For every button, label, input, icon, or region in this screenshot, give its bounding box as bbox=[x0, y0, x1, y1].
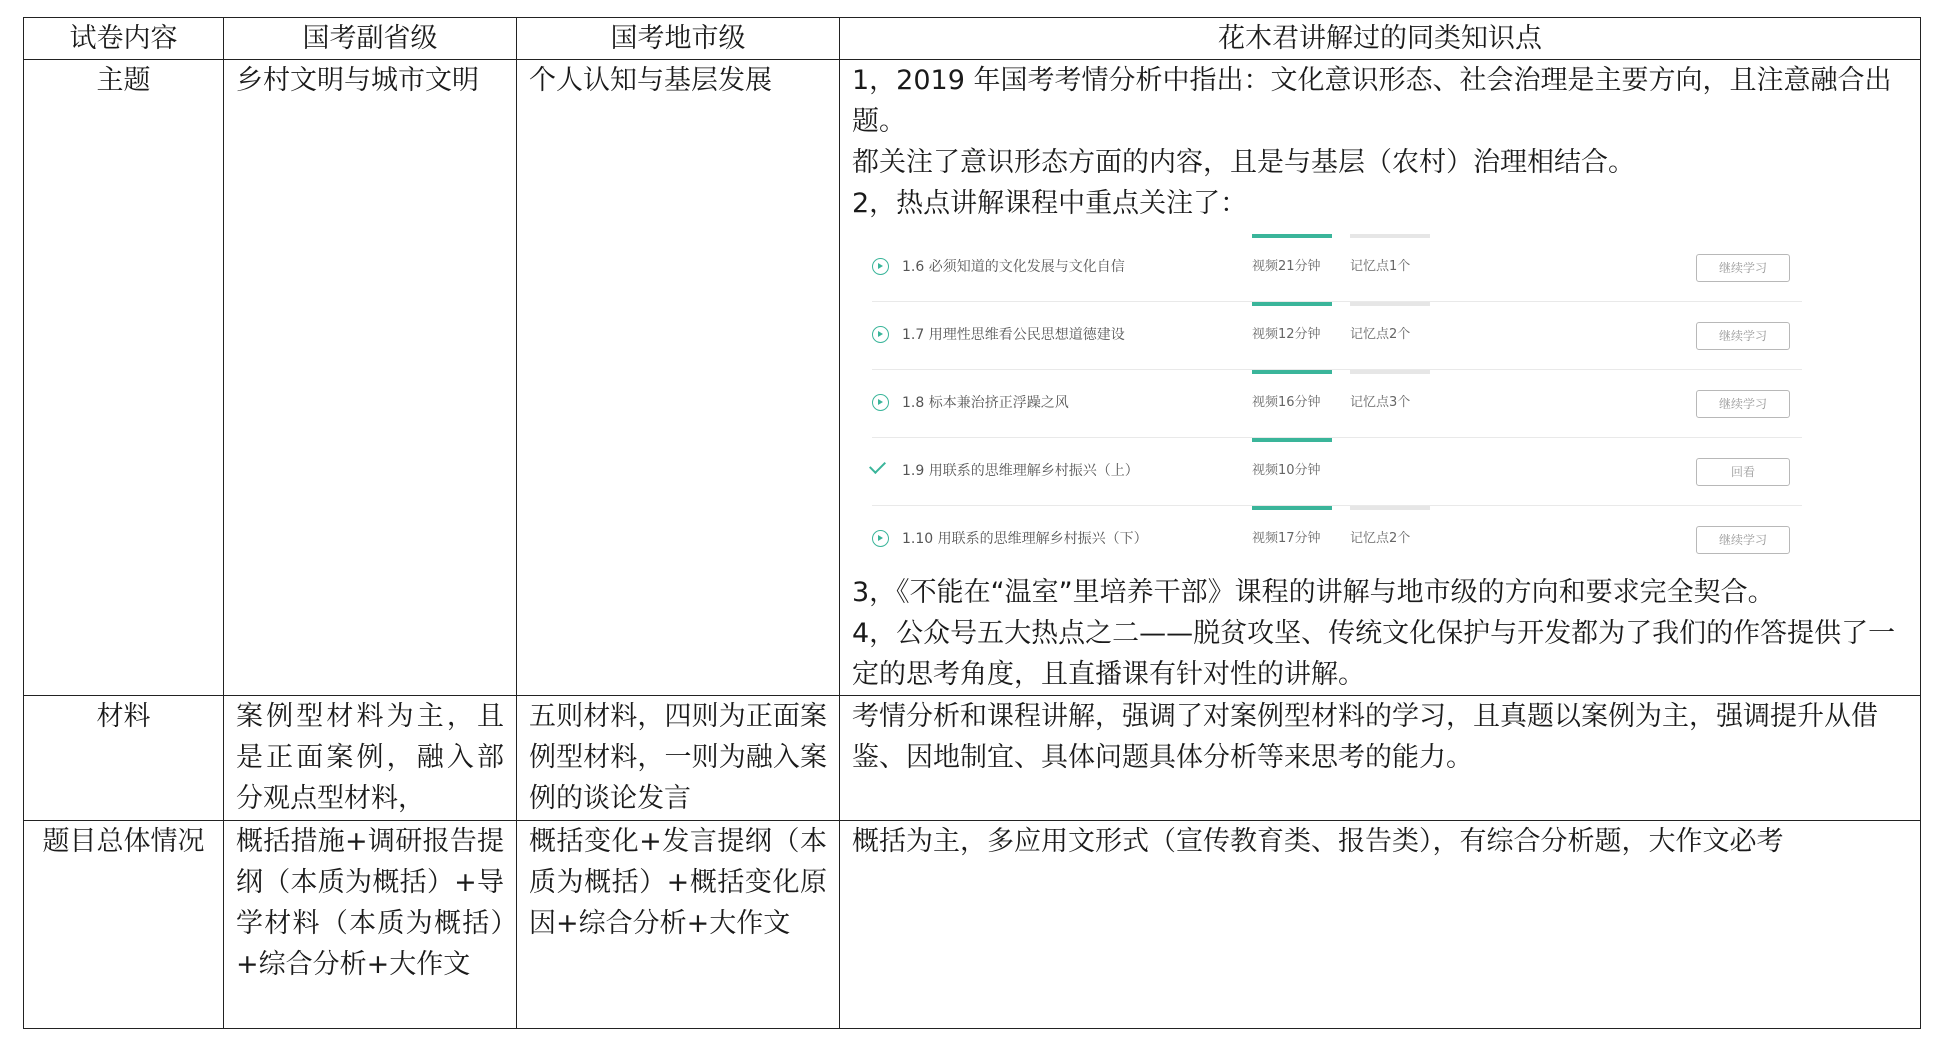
video-progress-bar bbox=[1252, 302, 1332, 306]
knowledge-point-1: 1，2019 年国考考情分析中指出：文化意识形态、社会治理是主要方向，且注意融合出题。 bbox=[852, 65, 1892, 137]
theme-row bbox=[24, 60, 1921, 696]
play-circle-icon bbox=[872, 394, 889, 411]
theme-label: 主题 bbox=[24, 60, 224, 696]
comparison-table bbox=[23, 17, 1921, 1029]
course-item[interactable] bbox=[872, 370, 1802, 438]
overall-label: 题目总体情况 bbox=[24, 821, 224, 1029]
continue-learning-button[interactable]: 继续学习 bbox=[1696, 254, 1790, 282]
video-progress-bar bbox=[1252, 506, 1332, 510]
overall-municipal: 概括变化+发言提纲（本质为概括）+概括变化原因+综合分析+大作文 bbox=[517, 821, 840, 1029]
material-municipal: 五则材料，四则为正面案例型材料，一则为融入案例的谈论发言 bbox=[517, 696, 840, 821]
play-circle-icon bbox=[872, 258, 889, 275]
continue-learning-button[interactable]: 继续学习 bbox=[1696, 390, 1790, 418]
material-provincial: 案例型材料为主，且是正面案例，融入部分观点型材料， bbox=[224, 696, 517, 821]
memory-points-text: 记忆点2个 bbox=[1350, 327, 1411, 342]
course-title[interactable]: 1.7 用理性思维看公民思想道德建设 bbox=[902, 327, 1125, 343]
theme-knowledge bbox=[840, 60, 1921, 696]
video-duration bbox=[1252, 302, 1332, 369]
memory-points bbox=[1350, 234, 1430, 301]
header-provincial: 国考副省级 bbox=[224, 18, 517, 60]
header-municipal: 国考地市级 bbox=[517, 18, 840, 60]
header-exam-content: 试卷内容 bbox=[24, 18, 224, 60]
knowledge-point-2: 2，热点讲解课程中重点关注了： bbox=[852, 188, 1248, 219]
course-item[interactable] bbox=[872, 234, 1802, 302]
video-duration-text: 视频17分钟 bbox=[1252, 531, 1321, 546]
course-title[interactable]: 1.6 必须知道的文化发展与文化自信 bbox=[902, 259, 1125, 275]
video-duration-text: 视频21分钟 bbox=[1252, 259, 1321, 274]
course-item[interactable] bbox=[872, 506, 1802, 573]
theme-provincial: 乡村文明与城市文明 bbox=[224, 60, 517, 696]
review-button[interactable]: 回看 bbox=[1696, 458, 1790, 486]
material-label: 材料 bbox=[24, 696, 224, 821]
course-item[interactable] bbox=[872, 438, 1802, 506]
memory-points-text: 记忆点2个 bbox=[1350, 531, 1411, 546]
overall-knowledge: 概括为主，多应用文形式（宣传教育类、报告类），有综合分析题，大作文必考 bbox=[840, 821, 1921, 1029]
memory-points-text: 记忆点3个 bbox=[1350, 395, 1411, 410]
video-progress-bar bbox=[1252, 234, 1332, 238]
video-progress-bar bbox=[1252, 370, 1332, 374]
overall-row bbox=[24, 821, 1921, 1029]
course-title[interactable]: 1.8 标本兼治挤正浮躁之风 bbox=[902, 395, 1069, 411]
course-title[interactable]: 1.9 用联系的思维理解乡村振兴（上） bbox=[902, 463, 1139, 479]
knowledge-point-3: 3，《不能在“温室”里培养干部》课程的讲解与地市级的方向和要求完全契合。 bbox=[852, 577, 1775, 608]
video-duration-text: 视频16分钟 bbox=[1252, 395, 1321, 410]
video-duration bbox=[1252, 438, 1332, 505]
theme-municipal: 个人认知与基层发展 bbox=[517, 60, 840, 696]
course-title[interactable]: 1.10 用联系的思维理解乡村振兴（下） bbox=[902, 531, 1148, 547]
memory-points bbox=[1350, 370, 1430, 437]
continue-learning-button[interactable]: 继续学习 bbox=[1696, 526, 1790, 554]
material-knowledge: 考情分析和课程讲解，强调了对案例型材料的学习，且真题以案例为主，强调提升从借鉴、因地制宜、具体问题具体分析等来思考的能力。 bbox=[840, 696, 1921, 821]
video-duration bbox=[1252, 370, 1332, 437]
video-duration bbox=[1252, 506, 1332, 573]
course-item[interactable] bbox=[872, 302, 1802, 370]
course-list-screenshot bbox=[872, 234, 1802, 570]
video-duration-text: 视频10分钟 bbox=[1252, 463, 1321, 478]
overall-provincial: 概括措施+调研报告提纲（本质为概括）+导学材料（本质为概括）+综合分析+大作文 bbox=[224, 821, 517, 1029]
video-duration bbox=[1252, 234, 1332, 301]
header-knowledge: 花木君讲解过的同类知识点 bbox=[840, 18, 1921, 60]
video-progress-bar bbox=[1252, 438, 1332, 442]
continue-learning-button[interactable]: 继续学习 bbox=[1696, 322, 1790, 350]
memory-points bbox=[1350, 506, 1430, 573]
check-icon bbox=[869, 457, 886, 474]
material-row bbox=[24, 696, 1921, 821]
video-duration-text: 视频12分钟 bbox=[1252, 327, 1321, 342]
memory-points bbox=[1350, 302, 1430, 369]
header-row bbox=[24, 18, 1921, 60]
play-circle-icon bbox=[872, 530, 889, 547]
memory-points-text: 记忆点1个 bbox=[1350, 259, 1411, 274]
knowledge-point-1-note: 都关注了意识形态方面的内容，且是与基层（农村）治理相结合。 bbox=[852, 147, 1635, 178]
knowledge-point-4: 4，公众号五大热点之二——脱贫攻坚、传统文化保护与开发都为了我们的作答提供了一定的思考角度，且直播课有针对性的讲解。 bbox=[852, 618, 1896, 690]
play-circle-icon bbox=[872, 326, 889, 343]
